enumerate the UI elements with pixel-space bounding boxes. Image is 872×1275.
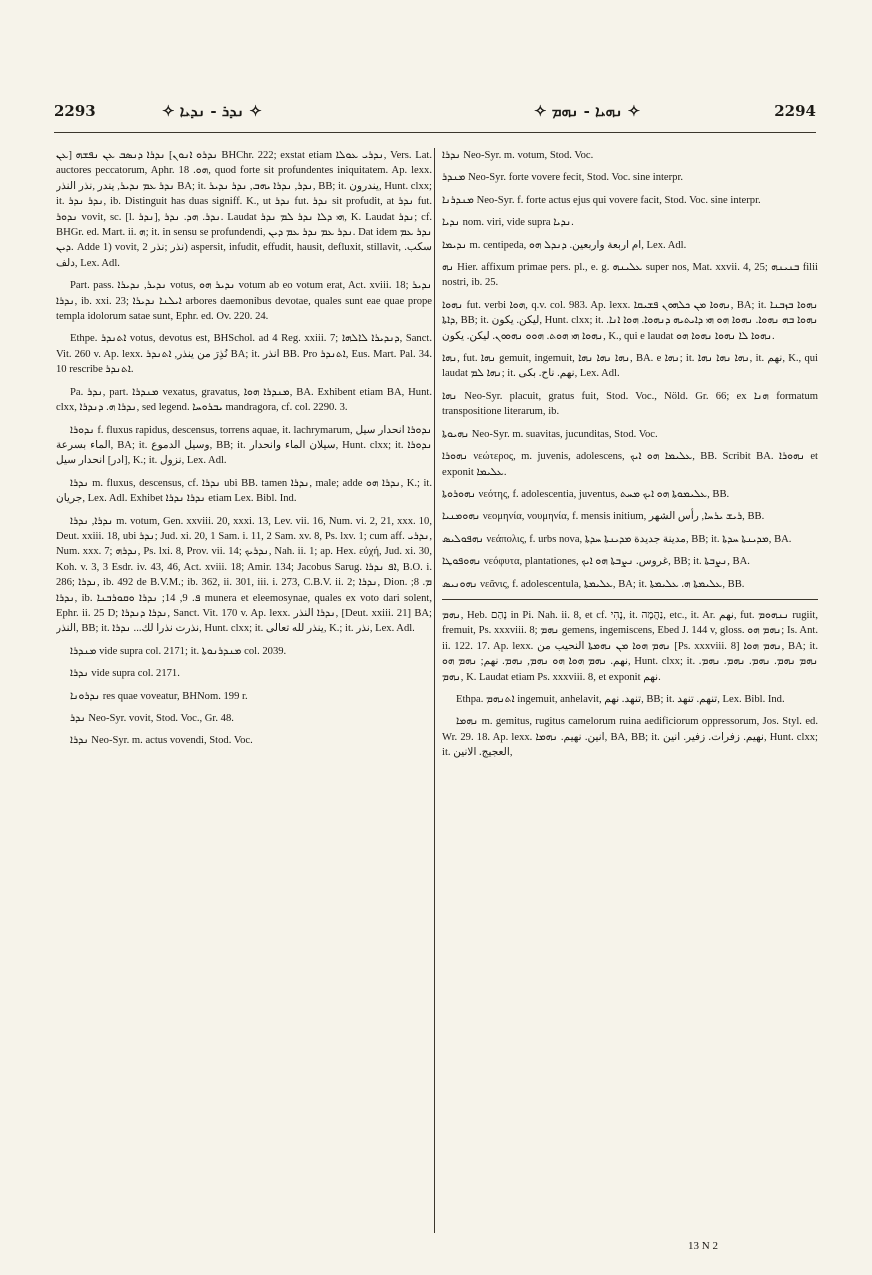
entry: ܢܕܪܐ Neo-Syr. m. actus vovendi, Stod. Voc.	[70, 735, 253, 747]
entry: ܡܢܕܪ Neo-Syr. forte vovere fecit, Stod. Voc. sine interpr.	[442, 172, 684, 184]
right-page-number: 2294	[774, 102, 816, 120]
entry: Pa. ܢܕܪ, part. ܡܢܕܪܐ vexatus, gravatus, ܡܢܕܪܐ ܗܘܐ, BA. Exhibent etiam BA, Hunt. clxx, ܢܕܪܐ ܗ. ܕܢܕܪܐ, sed legend. ܝܒܪܘܚܐ mandragora, cf. col. 2290. 3.	[56, 386, 432, 414]
entry: ܢܕܪܘ ܐܢܘܢ] ܢܕܪܐ ܕܢܣܒ ܥܢ ܢܦܫܗ [ܥܢ BHChr. 222; exstat etiam ܢܕܪܝ ܥܘܠܐ, Vers. Lat. auctores peccatorum, Aphr. ܗܘ. 18, quod forte sit profundentes iniquitatem. Ap. lexx. ܢܕܪ ܥܡ ܢܕܝܪ, يندر ,نذر النذر BA; it. ܢܕܪ, ܢܕܪܐ ܝܗܒ, ܢܕܪ ܢܕܝܪ, BB; it. يندرون, Hunt. clxx; it. ܢܕܪ ܢܕܪ, ib. Distinguit has duas signiff. K., ut ܢܕܪ fut. ܢܕܪ sit profudit, at ܢܕܪ fut. ܢܕܘܪ vovit, sc. [l. ܢܕܪ], ܢܕܪ. ܗܕ. ܢܕܪ. Laudat ܗܝ ܕܠܐ ܢܕܪ ܠܡ ܢܕܪ, K. Laudat ܢܕܪ; cf. BHGr. ed. Mart. ii. ܗ; it. in sensu se profundendi, ܢܕܪ ܥܡ ܢܕܪ ܥܡ ܕܝܢ. Dat idem ܢܕܪ ܥܡ ܕܝܢ. Adde 1) vovit, نذر ;نذر 2) aspersit, infudit, effudit, hausit, defluxit, stillavit, سكب. دلف, Lex. Adl.	[56, 150, 432, 269]
entry: ܢܗܘܐ fut. verbi ܗܘܐ, q.v. col. 983. Ap. lexx. ܢܗܘܐ ܡܢ ܟܠܗܘܢ ܦܫܝܩܐ, BA; it. ܢܗܘܐ ܒܙܒܢܐ ܕܐܬܐ, BB; it. ليكن. يكون, Hunt. clxx; it. ܢܗܘܐ ܒܗ ܢܗܘܐ. ܢܗܘܐ ܗܘ ܗܝ ܕܐܝܬܝܗ ܕܢܗܘܐ. ܗܘܐ ܐܢܐ. ܢܗܘܐ ܗܝ ܗܘܬ. ܗܘܘ ܢܗܘܘܢ. ليكن. يكون, K., qui e laudat ܢܗܘܐ ܠܐ ܢܗܘܐ ܢܗܘܐ ܗܘ.	[442, 299, 818, 342]
entry: ܢܕܪ Neo-Syr. vovit, Stod. Voc., Gr. 48.	[70, 713, 234, 724]
left-column	[56, 148, 432, 1228]
column-divider	[434, 148, 435, 1233]
entry: ܢܕܪܐ, ܢܕܪܐ m. votum, Gen. xxviii. 20, xxxi. 13, Lev. vii. 16, Num. vi. 2, 21, xxx. 10, Deut. xxiii. 18, ubi ܢܕܪ; Jud. xi. 20, 1 Sam. i. 11, 2 Sam. xv. 8, Ps. lxv. 1; cum aff. ܢܕܪܝ, Num. xxx. 7; ܢܕܪܗ, Ps. lxi. 8, Prov. vii. 14; ܢܕܪܝܟ, Nah. ii. 1; ap. Hex. εὐχή, Jud. xi. 30, Koh. v. 3, 3 Esdr. iv. 43, 46, Act. xviii. 18; Amir. 134; Jacobus Sarug. ܐܦ ܢܕܪܐ, B.O. i. 286; ܢܕܪܐ, ib. 492 de B.V.M.; ib. 362, ii. 301, iii. i. 273, C.B.V. ii. 2; ܢܕܪܐ, Dion. ܡ. 8; ܢܕܪܐ, ib. ܦ. 9, 14; ܢܕܪܐ ܘܩܘܪܒܢܐ munera et eleemosynae, quales ex voto dari solent, Ephr. ii. 25 D; ܢܕܪܐ ܕܢܕܪܐ, Sanct. Vit. 170 v. Ap. lexx. ܢܕܪܐ النذر, [Deut. xxiii. 21] BA; النذر, BB; it. نذرت نذرا لك... ܢܕܪܐ, Hunt. clxx; it. ينذر لله تعالى, K.; it. نذر, Lex. Adl.	[56, 515, 432, 635]
right-running-head: ✧ ܢܗܝܐ - ܢܗܡ ✧	[534, 102, 641, 120]
entry: ܡܢܕܪܐ vide supra col. 2171; it. ܡܢܕܪܢܘܬܐ col. 2039.	[70, 645, 287, 657]
section-divider	[442, 599, 818, 600]
entry: ܢܕܘܪܐ f. fluxus rapidus, descensus, torrens aquae, it. lachrymarum, ܢܕܘܪܐ انحدار سيل الماء بسرعة, BA; it. وسيل الدموع, BB; it. سيلان الماء وانحدار, Hunt. clxx; it. ܢܕܘܪܐ [ادر] انحدار سيل, K.; it. نزول, Lex. Adl.	[56, 424, 432, 467]
entry: ܢܕܪܐ Neo-Syr. m. votum, Stod. Voc.	[442, 150, 594, 161]
entry: ܢܕܪܐ vide supra col. 2171.	[70, 668, 180, 680]
entry: ܢܕܪܘܢܐ res quae voveatur, BHNom. 199 r.	[70, 690, 248, 702]
entry: ܢܗܘܢܝܣ νεᾶνις, f. adolescentula, ܥܠܝܡܬܐ, BA; it. ܥܠܝܡܬܐ ܗ. ܥܠܝܡܬܐ, BB.	[442, 578, 745, 590]
entry: Ethpa. ܐܬܢܗܡ ingemuit, anhelavit, تنهد. نهم, BB; it. تنهم. تنهد, Lex. Bibl. Ind.	[456, 693, 785, 705]
entry: ܢܗܐ Neo-Syr. placuit, gratus fuit, Stod. Voc., Nöld. Gr. 66; ex ܗܢܐ formatum transpositione literarum, ib.	[442, 390, 818, 418]
header-rule	[54, 132, 816, 133]
entry: ܢܗܡܐ m. gemitus, rugitus camelorum ruina aedificiorum oppressorum, Jos. Styl. ed. Wr. 29. 18. Ap. lexx. انين. نهيم. ܢܗܡܐ, BA, BB; it. نهيم. زفرات. زفير. انين, Hunt. clxx; it. العجيج. الانين,	[442, 716, 818, 759]
entry: ܢܗܘܪܐ νεώτερος, m. juvenis, adolescens, ܥܠܝܡܐ ܗܘ ܐܝܟ, BB. Scribit BA. ܢܗܘܪܐ et exponit ܥܠܝܡܐ.	[442, 451, 818, 478]
right-column	[442, 148, 818, 1228]
entry: ܢܗܘܦܘܛܐ νεόφυτα, plantationes, غروس. ܢܨܒܬܐ ܗܘ ܐܝܟ, BB; it. ܢܨܒܬܐ, BA.	[442, 556, 750, 568]
left-running-head: ✧ ܢܕܪ - ܢܕܝܐ ✧	[162, 102, 262, 120]
entry: ܢܕܝܡܐ m. centipeda, ام اربعة واربعين. ܕܢܕܠ ܗܘ, Lex. Adl.	[442, 239, 687, 251]
entry: ܡܢܕܪܢܐ Neo-Syr. f. forte actus ejus qui vovere facit, Stod. Voc. sine interpr.	[442, 194, 761, 206]
entry: ܢܕܪܐ m. fluxus, descensus, cf. ܢܕܪܐ ubi BB. tamen ܢܕܪܐ, male; adde ܢܕܪܐ ܗܘ, K.; it. جريان, Lex. Adl. Exhibet ܢܕܪܐ ܢܕܪܐ etiam Lex. Bibl. Ind.	[56, 477, 432, 505]
entry: ܢܕܝܐ nom. viri, vide supra ܢܕܝܐ.	[442, 217, 574, 229]
left-page-number: 2293	[54, 102, 96, 120]
entry: ܢܗܦܘܠܝܣ νεάπολις, f. urbs nova, مدينة جديدة ܡܕܝܢܬܐ ܚܕܬܐ, BB; it. ܡܕܝܢܬܐ ܚܕܬܐ, BA.	[442, 533, 792, 545]
entry: ܢܗ Hier. affixum primae pers. pl., e. g. ܥܠܝܢܗ super nos, Mat. xxvii. 4, 25; ܒܢܝܢܗ filii nostri, ib. 25.	[442, 262, 818, 289]
page-header	[54, 102, 816, 124]
entry: ܢܗܘܡܢܝܐ νεομηνία, νουμηνία, f. mensis initium, ܪܝܫ ܝܪܚܐ, رأس الشهر, BB.	[442, 511, 765, 523]
entry: ܢܗܝܘܬܐ Neo-Syr. m. suavitas, jucunditas, Stod. Voc.	[442, 428, 658, 440]
entry: ܢܗܡ, Heb. נָהַם in Pi. Nah. ii. 8, et cf. נֶהִי, it. נַהֲמָה, etc., it. Ar. نهم, fut. ܢܢܗܘܡ rugiit, fremuit, Ps. xxxviii. 8; ܢܗܡ gemens, ingemiscens, Ebed J. 144 v, gloss. ܢܗܡ ܗܘ; Is. Ant. ii. 122. 17. Ap. lexx. ܢܗܡ ܗܘܐ ܡܢ ܢܗܡܬܐ النحيب من [Ps. xxxviii. 8] ܢܗܡ ܗܘܐ, BA; it. نهم. ܢܗܡ ܗܘܐ ܗܘ ܢܗܡ, ܢܗܡ. نهم; ܢܗܡ ܗܘ, Hunt. clxx; it. ܢܗܡ ܢܗܡ. ܢܗܡ. ܢܗܡ. ܢܗܡ. ܢܗܡ, K. Laudat etiam Ps. xxxviii. 8, et exponit نهم.	[442, 609, 818, 683]
signature-mark: 13 N 2	[688, 1240, 718, 1252]
entry: Part. pass. ܢܕܝܪ, ܢܕܝܪܐ votus, ܢܕܝܪ ܗܘ votum ab eo votum erat, Act. xviii. 18; ܢܕܝܪ ܢܕܪܐ, ib. xxi. 23; ܐܝܠܢܐ ܢܕܝܪܐ arbores daemonibus devotae, quales sunt eae quae prope templa idolorum satae sunt, Ephr. ed. Ov. 220. 24.	[56, 280, 432, 323]
entry: Ethpe. ܐܬܢܕܪ votus, devotus est, BHSchol. ad 4 Reg. xxiii. 7; ܕܢܕܝܪܐ ܠܐܠܗܐ, Sanct. Vit. 260 v. Ap. lexx. نُذِرَ من ينذر, ܐܬܢܕܪ BA; it. انذر BB. Pro ܐܬܢܕܪ, Eus. Mart. Pal. 34. 10 rescribe ܐܬܢܕܪ.	[56, 333, 432, 376]
entry: ܢܗܘܪܘܬܐ νεότης, f. adolescentia, juventus, ܥܠܝܡܘܬܐ ܗܘ ܐܝܟ ܡܚܬ, BB.	[442, 488, 730, 500]
entry: ܢܗܐ, fut. ܢܗܐ gemuit, ingemuit, ܢܗܐ ܢܗܐ ܢܗܐ, BA. e ܢܗܐ; it. ܢܗܐ ܢܗܐ ܢܗܐ, it. نهم, K., qui laudat ܢܗܐ ܠܡ; it. نهم. ناح. بكى, Lex. Adl.	[442, 353, 818, 380]
